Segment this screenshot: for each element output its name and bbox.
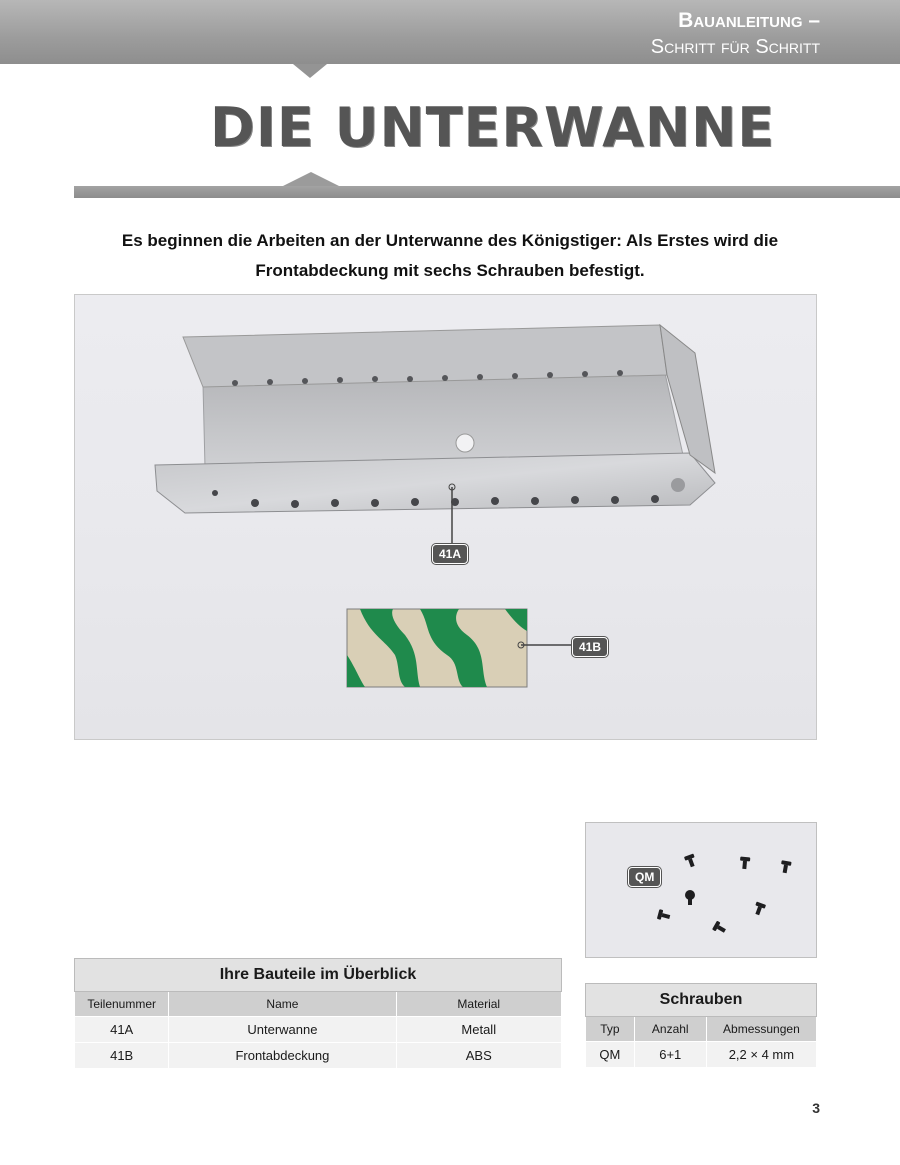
callout-41b: 41B — [572, 637, 608, 657]
parts-photo — [74, 294, 817, 740]
part-number: 41B — [75, 1043, 169, 1069]
parts-header-number: Teilenummer — [75, 992, 169, 1017]
part-number: 41A — [75, 1017, 169, 1043]
screws-header-count: Anzahl — [634, 1017, 706, 1042]
screws-illustration — [586, 823, 817, 958]
table-row — [75, 1017, 562, 1043]
banner-notch — [293, 64, 327, 78]
hull-illustration — [75, 295, 817, 740]
parts-table — [74, 958, 562, 1069]
screw-count: 6+1 — [634, 1042, 706, 1068]
floor-hole — [456, 434, 474, 452]
part-name: Unterwanne — [169, 1017, 396, 1043]
parts-header-name: Name — [169, 992, 396, 1017]
screw-size: 2,2 × 4 mm — [706, 1042, 816, 1068]
part-name: Frontabdeckung — [169, 1043, 396, 1069]
screws-table-caption: Schrauben — [586, 984, 817, 1017]
screw-type: QM — [586, 1042, 635, 1068]
callout-qm: QM — [628, 867, 661, 887]
screws-header-type: Typ — [586, 1017, 635, 1042]
running-head-line2: Schritt für Schritt — [650, 36, 820, 58]
screws-table — [585, 983, 817, 1068]
title-rule — [74, 186, 900, 198]
page-number: 3 — [812, 1100, 820, 1116]
intro-line1: Es beginnen die Arbeiten an der Unterwanne des Königstiger: Als Erstes wird die — [121, 231, 779, 250]
title-rule-notch — [283, 172, 339, 186]
screws-header-size: Abmessungen — [706, 1017, 816, 1042]
running-head-line1: Bauanleitung – — [678, 9, 820, 32]
parts-table-caption: Ihre Bauteile im Überblick — [75, 959, 562, 992]
intro-text — [74, 226, 826, 286]
table-row — [586, 1042, 817, 1068]
screws-photo — [585, 822, 817, 958]
front-cover-plate — [347, 609, 527, 687]
intro-line2: Frontabdeckung mit sechs Schrauben befestigt. — [255, 261, 645, 280]
table-row — [75, 1043, 562, 1069]
running-head — [651, 8, 820, 60]
callout-41a: 41A — [432, 544, 468, 564]
parts-header-material: Material — [396, 992, 562, 1017]
part-material: ABS — [396, 1043, 562, 1069]
page-title: DIE UNTERWANNE — [210, 96, 776, 159]
hull-floor — [203, 373, 683, 467]
part-material: Metall — [396, 1017, 562, 1043]
